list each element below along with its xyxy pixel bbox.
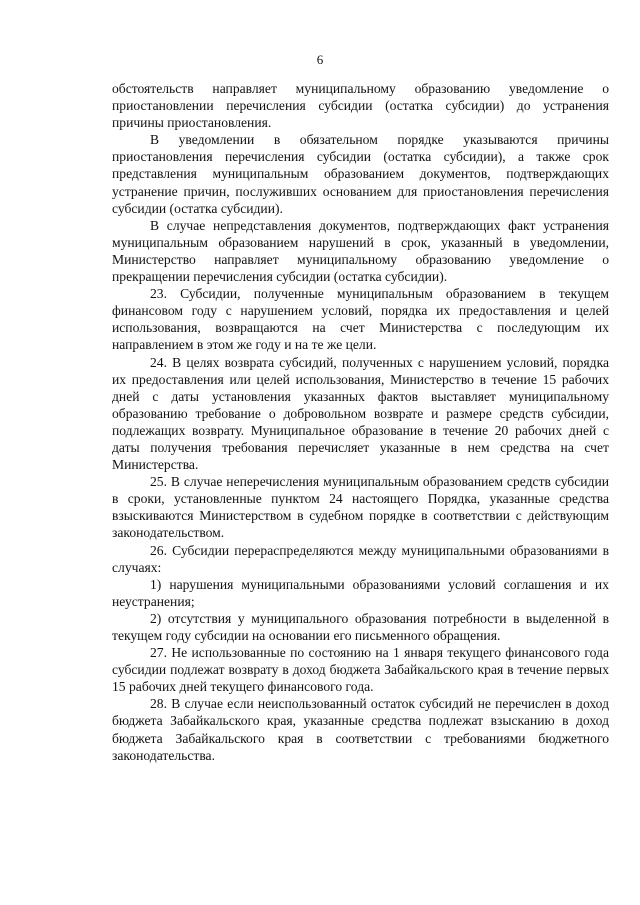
paragraph-notification-contents: В уведомлении в обязательном порядке указываются причины приостановления перечисления субсидии (остатка субсидии), а также срок представления муниципальным образованием документов, подтверждающих устранение причин, послуживших основанием для приостановления перечисления субсидии (остатка субсидии). xyxy=(112,132,609,216)
paragraph-clause-26-item-2: 2) отсутствия у муниципального образования потребности в выделенной в текущем году субсидии на основании его письменного обращения. xyxy=(112,610,609,643)
paragraph-clause-24: 24. В целях возврата субсидий, полученных с нарушением условий, порядка их предоставления или целей использования, Министерство в течение 15 рабочих дней с даты установления указанных фактов выставляет муниципальному образованию требование о добровольном возврате и размере средств субсидии, подлежащих возврату. Муниципальное образование в течение 20 рабочих дней с даты получения требования перечисляет указанные в нем средства на счет Министерства. xyxy=(112,354,609,473)
page-number: 6 xyxy=(316,52,324,67)
paragraph-continuation: обстоятельств направляет муниципальному образованию уведомление о приостановлении перечисления субсидии (остатка субсидии) до устранения причины приостановления. xyxy=(112,81,609,131)
document-body xyxy=(112,80,609,764)
paragraph-clause-26-item-1: 1) нарушения муниципальными образованиями условий соглашения и их неустранения; xyxy=(112,576,609,609)
paragraph-nonsubmission: В случае непредставления документов, подтверждающих факт устранения муниципальным образованием нарушений в срок, указанный в уведомлении, Министерство направляет муниципальному образованию уведомление о прекращении перечисления субсидии (остатка субсидии). xyxy=(112,217,609,285)
paragraph-clause-23: 23. Субсидии, полученные муниципальным образованием в текущем финансовом году с нарушением условий, порядка их предоставления и целей использования, возвращаются на счет Министерства с последующим их направлением в этом же году и на те же цели. xyxy=(112,286,609,353)
paragraph-clause-26: 26. Субсидии перераспределяются между муниципальными образованиями в случаях: xyxy=(112,542,609,575)
paragraph-clause-25: 25. В случае неперечисления муниципальным образованием средств субсидии в сроки, установленные пунктом 24 настоящего Порядка, указанные средства взыскиваются Министерством в судебном порядке в соответствии с действующим законодательством. xyxy=(112,474,609,541)
paragraph-clause-28: 28. В случае если неиспользованный остаток субсидий не перечислен в доход бюджета Забайкальского края, указанные средства подлежат взысканию в доход бюджета Забайкальского края в соответствии с требованиями бюджетного законодательства. xyxy=(112,696,609,763)
paragraph-clause-27: 27. Не использованные по состоянию на 1 января текущего финансового года субсидии подлежат возврату в доход бюджета Забайкальского края в течение первых 15 рабочих дней текущего финансового года. xyxy=(112,645,609,695)
